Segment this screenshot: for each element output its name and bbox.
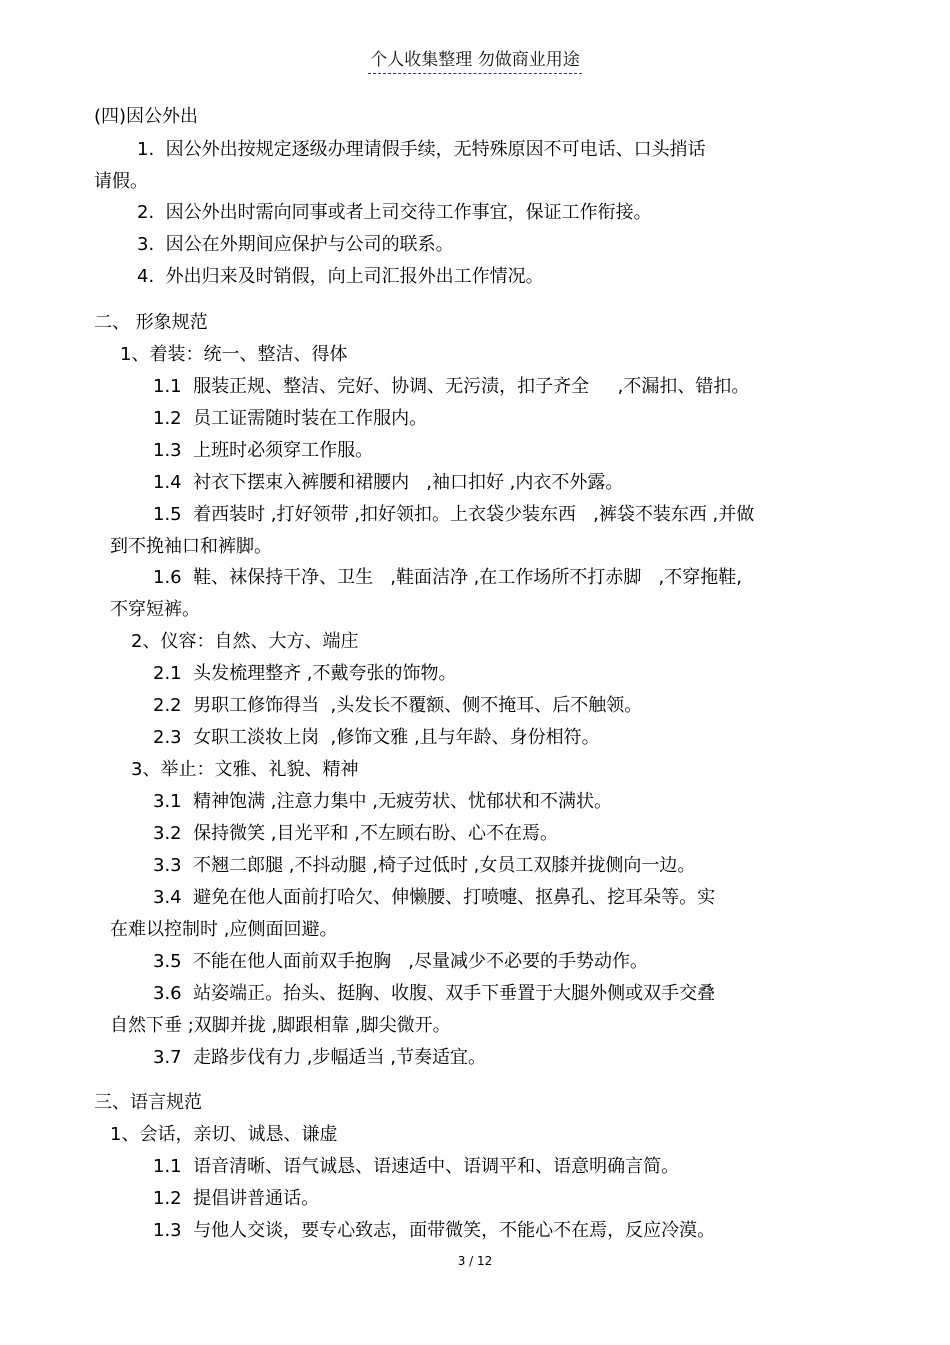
paragraph-line: 1.1 服装正规、整洁、完好、协调、无污渍，扣子齐全 ,不漏扣、错扣。 <box>153 376 750 397</box>
subsection-heading: 1、着装：统一、整洁、得体 <box>120 344 348 365</box>
paragraph-line: 4. 外出归来及时销假，向上司汇报外出工作情况。 <box>137 266 544 287</box>
paragraph-line: 3. 因公在外期间应保护与公司的联系。 <box>137 234 454 255</box>
paragraph-line: 2.1 头发梳理整齐 ,不戴夸张的饰物。 <box>153 663 457 684</box>
paragraph-line: 1.5 着西装时 ,打好领带 ,扣好领扣。上衣袋少装东西 ,裤袋不装东西 ,并做 <box>153 504 755 525</box>
paragraph-line: 3.6 站姿端正。抬头、挺胸、收腹、双手下垂置于大腿外侧或双手交叠 <box>153 983 716 1004</box>
paragraph-line: 自然下垂 ;双脚并拢 ,脚跟相靠 ,脚尖微开。 <box>110 1015 451 1036</box>
paragraph-line: 不穿短裤。 <box>110 599 200 620</box>
paragraph-line: 1. 因公外出按规定逐级办理请假手续，无特殊原因不可电话、口头捎话 <box>137 139 706 160</box>
paragraph-line: 3.2 保持微笑 ,目光平和 ,不左顾右盼、心不在焉。 <box>153 823 558 844</box>
paragraph-line: 3.3 不翘二郎腿 ,不抖动腿 ,椅子过低时 ,女员工双膝并拢侧向一边。 <box>153 855 696 876</box>
paragraph-line: 请假。 <box>94 171 148 192</box>
paragraph-line: 3.7 走路步伐有力 ,步幅适当 ,节奏适宜。 <box>153 1047 486 1068</box>
paragraph-line: 1.4 衬衣下摆束入裤腰和裙腰内 ,袖口扣好 ,内衣不外露。 <box>153 472 624 493</box>
paragraph-line: 2. 因公外出时需向同事或者上司交待工作事宜，保证工作衔接。 <box>137 202 652 223</box>
paragraph-line: 1.6 鞋、袜保持干净、卫生 ,鞋面洁净 ,在工作场所不打赤脚 ,不穿拖鞋, <box>153 567 743 588</box>
paragraph-line: 2.3 女职工淡妆上岗 ,修饰文雅 ,且与年龄、身份相符。 <box>153 727 600 748</box>
paragraph-line: 3.4 避免在他人面前打哈欠、伸懒腰、打喷嚏、抠鼻孔、挖耳朵等。实 <box>153 887 716 908</box>
paragraph-line: 在难以控制时 ,应侧面回避。 <box>110 919 338 940</box>
paragraph-line: 到不挽袖口和裤脚。 <box>110 536 272 557</box>
section-heading: 二、 形象规范 <box>94 312 208 333</box>
subsection-heading: 3、举止：文雅、礼貌、精神 <box>131 759 359 780</box>
section-heading: 三、语言规范 <box>94 1092 202 1113</box>
page-header <box>0 45 950 70</box>
paragraph-line: 1.3 上班时必须穿工作服。 <box>153 440 374 461</box>
header-text: 个人收集整理 勿做商业用途 <box>368 50 581 74</box>
paragraph-line: 1.2 提倡讲普通话。 <box>153 1188 320 1209</box>
subsection-heading: (四)因公外出 <box>94 106 199 127</box>
paragraph-line: 3.5 不能在他人面前双手抱胸 ,尽量减少不必要的手势动作。 <box>153 951 648 972</box>
paragraph-line: 1.1 语音清晰、语气诚恳、语速适中、语调平和、语意明确言简。 <box>153 1156 680 1177</box>
paragraph-line: 2.2 男职工修饰得当 ,头发长不覆额、侧不掩耳、后不触领。 <box>153 695 643 716</box>
subsection-heading: 2、仪容：自然、大方、端庄 <box>131 631 359 652</box>
paragraph-line: 1.2 员工证需随时装在工作服内。 <box>153 408 428 429</box>
paragraph-line: 3.1 精神饱满 ,注意力集中 ,无疲劳状、忧郁状和不满状。 <box>153 791 612 812</box>
page-number: 3 / 12 <box>457 1254 493 1268</box>
subsection-heading: 1、会话，亲切、诚恳、谦虚 <box>110 1124 338 1145</box>
paragraph-line: 1.3 与他人交谈，要专心致志，面带微笑，不能心不在焉，反应冷漠。 <box>153 1220 716 1241</box>
